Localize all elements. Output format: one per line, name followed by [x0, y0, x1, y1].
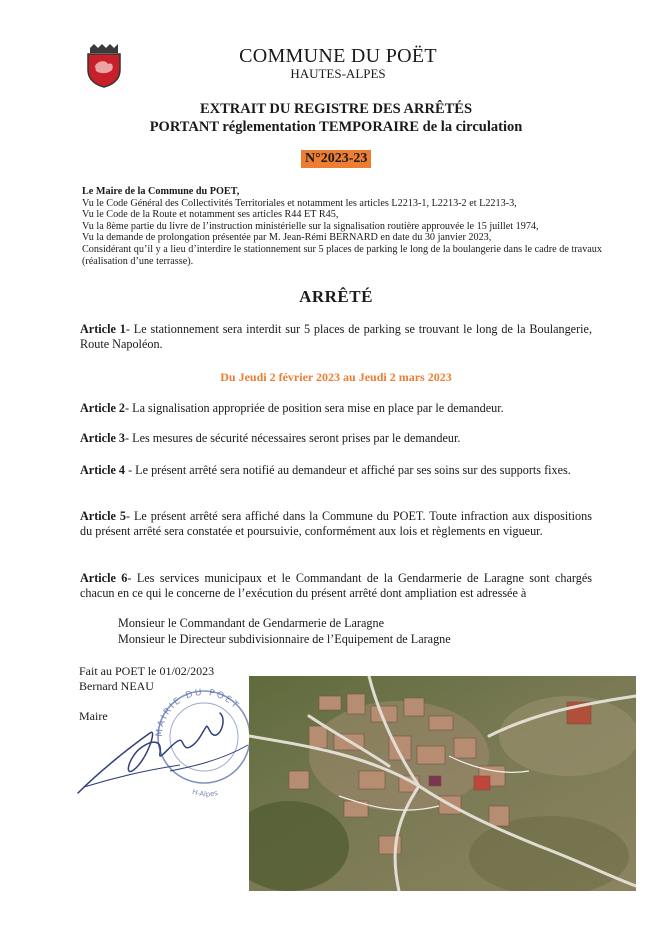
aerial-map: [249, 676, 636, 891]
article-text: - Le présent arrêté sera affiché dans la Commune du POET. Toute infraction aux dispositions du présent arrêté sera constatée et poursuivie, conformément aux lois et règlements en vigueur.: [80, 509, 592, 538]
preamble: [82, 186, 602, 267]
article-label: Article 5: [80, 509, 126, 523]
decision-heading: ARRÊTÉ: [299, 287, 373, 306]
article-2: [80, 401, 592, 416]
article-label: Article 6: [80, 571, 128, 585]
recipient: Monsieur le Directeur subdivisionnaire de l’Equipement de Laragne: [118, 632, 451, 646]
article-label: Article 1: [80, 322, 126, 336]
department-name: HAUTES-ALPES: [290, 66, 386, 81]
preamble-line: Vu le Code de la Route et notamment ses articles R44 ET R45,: [82, 209, 339, 221]
article-3: [80, 431, 592, 446]
validity-dates: Du Jeudi 2 février 2023 au Jeudi 2 mars 2023: [220, 370, 452, 384]
article-1: [80, 322, 592, 351]
document-subtitle: PORTANT réglementation TEMPORAIRE de la circulation: [149, 119, 523, 135]
article-6: [80, 571, 592, 600]
signatory-role: Maire: [79, 709, 108, 723]
coat-of-arms-icon: [84, 44, 124, 88]
article-label: Article 3: [80, 431, 126, 445]
recipient: Monsieur le Commandant de Gendarmerie de Laragne: [118, 616, 384, 630]
stamp-bottom-text: H-Alpes: [191, 787, 219, 799]
preamble-line: Vu le Code Général des Collectivités Territoriales et notamment les articles L2213-1, L2213-2 et L2213-3,: [82, 197, 517, 209]
signature-stamp: [70, 675, 250, 805]
article-label: Article 2: [80, 401, 126, 415]
article-label: Article 4: [80, 463, 126, 477]
article-text: - Les services municipaux et le Commandant de la Gendarmerie de Laragne sont chargés chacun en ce qui le concerne de l’exécution du présent arrêté dont ampliation est adressée à: [80, 571, 592, 600]
preamble-considering: Considérant qu’il y a lieu d’interdire le stationnement sur 5 places de parking le long de la boulangerie dans le cadre de travaux (réalisation d’une terrasse).: [82, 243, 602, 267]
article-text: - Le stationnement sera interdit sur 5 places de parking se trouvant le long de la Boulangerie, Route Napoléon.: [80, 322, 592, 351]
preamble-line: Vu la 8ème partie du livre de l’instruction ministérielle sur la signalisation routière approuvée le 15 juillet 1974,: [82, 220, 539, 232]
article-text: - Les mesures de sécurité nécessaires seront prises par le demandeur.: [125, 431, 461, 445]
place-date: Fait au POET le 01/02/2023: [79, 664, 215, 678]
article-text: - Le présent arrêté sera notifié au demandeur et affiché par ses soins sur des supports fixes.: [125, 463, 571, 477]
preamble-mayor: Le Maire de la Commune du POET,: [82, 186, 240, 197]
article-4: [80, 463, 592, 478]
article-5: [80, 509, 592, 538]
signatory-name: Bernard NEAU: [79, 679, 154, 693]
article-text: - La signalisation appropriée de position sera mise en place par le demandeur.: [125, 401, 504, 415]
preamble-line: Vu la demande de prolongation présentée par M. Jean-Rémi BERNARD en date du 30 janvier 2023,: [82, 232, 492, 244]
decree-number: N°2023-23: [301, 150, 371, 168]
document-title: EXTRAIT DU REGISTRE DES ARRÊTÉS: [199, 101, 473, 117]
svg-text:H-Alpes: [191, 788, 219, 799]
commune-name: COMMUNE DU POËT: [239, 45, 437, 67]
stamp-text: MAIRIE DU POET: [154, 687, 242, 738]
